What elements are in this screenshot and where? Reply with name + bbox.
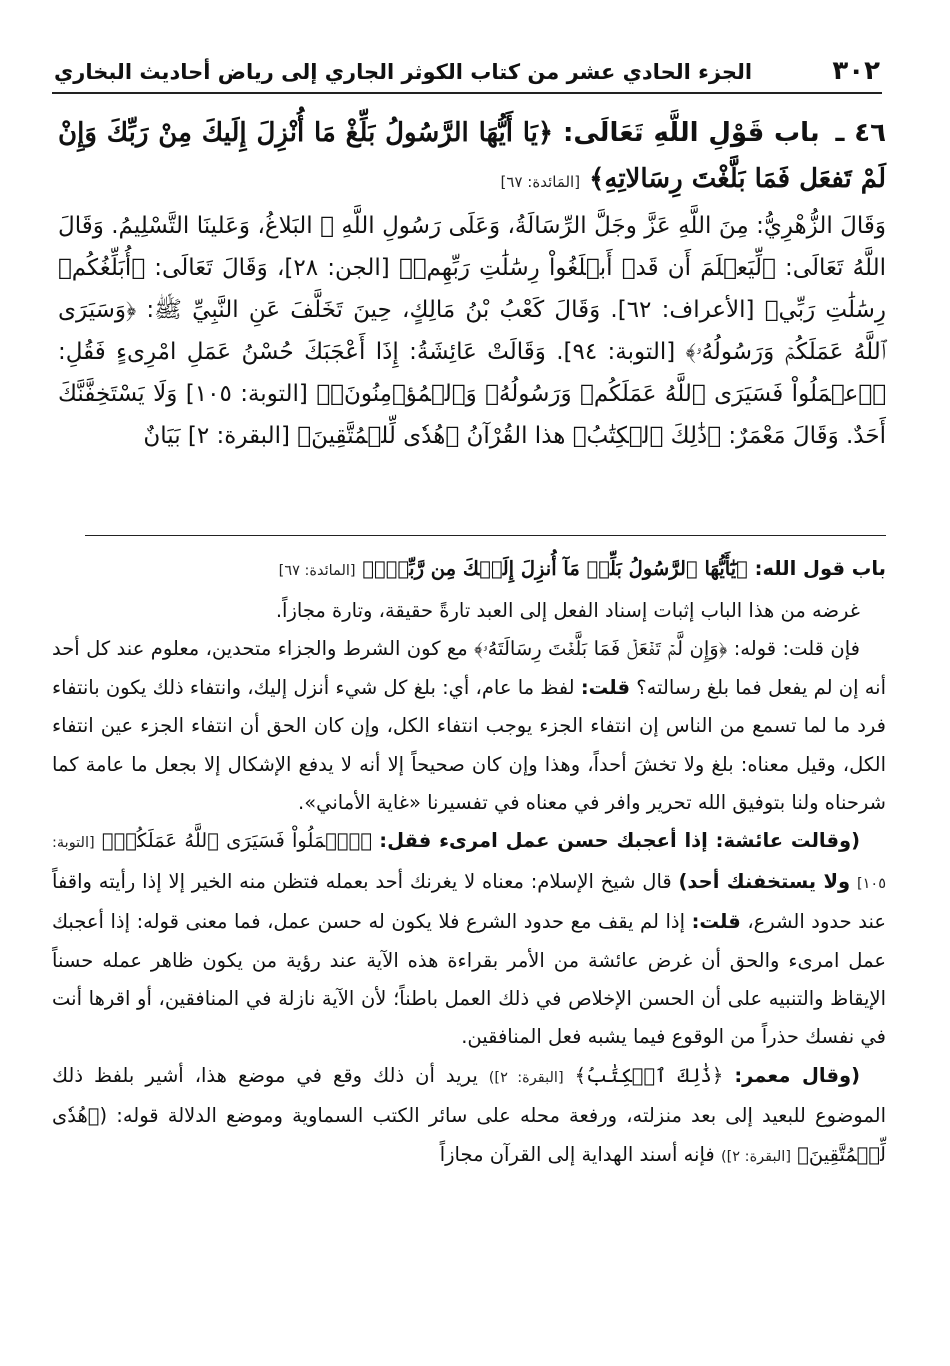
commentary-paragraph-2 xyxy=(52,630,886,822)
p3-verse: ﴿ٱعۡمَلُواْ فَسَيَرَى ٱللَّهُ عَمَلَكُمۡ﴾ xyxy=(101,829,373,853)
commentary-heading-ref: [المائدة: ٦٧] xyxy=(278,563,356,579)
chapter-verse: ﴿يَا أَيُّهَا الرَّسُولُ بَلِّغْ مَا أُنْزِلَ إِلَيكَ مِنْ رَبِّكَ وَإِنْ لَمْ تَفعَل فَمَا بَلَّغْتَ رِسَالاتِهِ﴾ xyxy=(58,118,886,194)
p3-end: إذا لم يقف مع حدود الشرع فلا يكون له حسن عمل، فما معنى قوله: إذا أعجبك عمل امرىء والحق أن غرض عائشة من الأمر بقراءة هذه الآية عند رؤية من يكون ظاهر عمله حسناً الإيقاظ والتنبيه على أن الحسن الإخلاص في ذلك العمل باطناً؛ لأن الآية نازلة في المنافقين، أو اقرها أنت في نفسك حذراً من الوقوع فيما يشبه فعل المنافقين. xyxy=(52,910,886,1049)
p2-start: فإن قلت: قوله: xyxy=(733,637,860,661)
chapter-verse-ref: [المَائدة: ٦٧] xyxy=(500,173,581,191)
p2-verse: ﴿وَإِن لَّمۡ تَفۡعَلۡ فَمَا بَلَّغۡتَ رِسَالَتَهُۥ﴾ xyxy=(474,637,728,661)
page-number: ٣٠٢ xyxy=(832,56,880,86)
chapter-heading xyxy=(58,110,886,205)
p4-ref2: [البقرة: ٢]) xyxy=(720,1148,791,1165)
p4-end: فإنه أسند الهداية إلى القرآن مجازاً xyxy=(439,1142,715,1166)
p4-ref: [البقرة: ٢]) xyxy=(488,1069,564,1086)
commentary-heading-verse: ﴿يَٰٓأَيُّهَا ٱلرَّسُولُ بَلِّغۡ مَآ أُنزِلَ إِلَيۡكَ مِن رَّبِّكَۖ﴾ xyxy=(362,557,748,580)
p3-mid: قال شيخ الإسلام: معناه لا يغرنك أحد بعمله فتظن منه الخير إلا إذا رأيته واقفاً عند حدود الشرع، xyxy=(52,869,886,934)
matn-text: وَقَالَ الزُّهْرِيُّ: مِنَ اللَّهِ عَزَّ وجَلَّ الرِّسَالَةُ، وَعَلَى رَسُولِ اللَّهِ ﷺ البَلاغُ، وَعَلينَا التَّسْلِيمُ. وَقَالَ اللَّهُ تَعَالَى: ﴿لِّيَعۡلَمَ أَن قَدۡ أَبۡلَغُواْ رِسَٰلَٰتِ رَبِّهِمۡ﴾ [الجن: ٢٨]، وَقَالَ تَعَالَى: ﴿أُبَلِّغُكُمۡ رِسَٰلَٰتِ رَبِّي﴾ [الأعراف: ٦٢]. وَقَالَ كَعْبُ بْنُ مَالِكٍ، حِينَ تَخَلَّفَ عَنِ النَّبِيِّ ﷺ: ﴿وَسَيَرَى ٱللَّهُ عَمَلَكُمۡ وَرَسُولُهُۥ﴾ [التوبة: ٩٤]. وَقَالَتْ عَائِشَةُ: إِذَا أَعْجَبَكَ حُسْنُ عَمَلِ امْرِىءٍ فَقُلِ: ﴿ٱعۡمَلُواْ فَسَيَرَى ٱللَّهُ عَمَلَكُمۡ وَرَسُولُهُۥ وَٱلۡمُؤۡمِنُونَۖ﴾ [التوبة: ١٠٥] وَلَا يَسْتَخِفَّنَّكَ أَحَدٌ. وَقَالَ مَعْمَرٌ: ﴿ذَٰلِكَ ٱلۡكِتَٰبُ﴾ هذا القُرْآنُ ﴿هُدٗى لِّلۡمُتَّقِينَ﴾ [البقرة: ٢] بَيَانٌ xyxy=(58,213,887,449)
p2-mid: مع كون الشرط والجزاء متحدين، معلوم عند كل أحد أنه إن لم يفعل فما بلغ رسالته؟ xyxy=(52,637,886,699)
p4-verse2: ﴿هُدٗى لِّلۡمُتَّقِينَ﴾ xyxy=(52,1104,886,1166)
hadith-section xyxy=(58,110,886,457)
commentary-section xyxy=(52,548,886,1176)
p3-bold2: ولا يستخفنك أحد) xyxy=(678,869,851,893)
p4-mid: يريد أن ذلك وقع في موضع هذا، أشير بلفظ ذلك الموضوع للبعيد إلى بعد منزلته، ورفعة محله على سائر الكتب السماوية وموضع الدلالة قوله: ( xyxy=(52,1063,886,1128)
footnote-separator xyxy=(85,535,886,536)
p4-bold: (وقال معمر: xyxy=(734,1063,861,1087)
p2-end: لفظ ما عام، أي: بلغ كل شيء أنزل إليك، وانتفاء ذلك يكون بانتفاء فرد ما لما تسمع من الناس إن انتفاء الجزء يوجب انتفاء الكل، وإن كان الحق أن انتفاء الجزء عين انتفاء الكل، وقيل معناه: بلغ ولا تخشَ أحداً، وهذا وإن كان صحيحاً إلا أنه لا يدفع الإشكال إلا بجعل ما عامة كما شرحناه ولنا بتوفيق الله تحرير وافر في معناه في تفسيرنا «غاية الأماني». xyxy=(52,675,886,815)
p3-qult: قلت: xyxy=(691,910,741,934)
commentary-heading-label: باب قول الله: xyxy=(754,557,886,580)
chapter-number: ٤٦ ـ xyxy=(835,118,886,148)
commentary-heading xyxy=(52,548,886,592)
p3-bold: (وقالت عائشة: إذا أعجبك حسن عمل امرىء فقل: xyxy=(379,829,861,853)
chapter-title: باب قَوْلِ اللَّهِ تَعَالَى: xyxy=(562,118,820,148)
commentary-paragraph-1: غرضه من هذا الباب إثبات إسناد الفعل إلى العبد تارةً حقيقة، وتارة مجازاً. xyxy=(275,599,860,622)
page-header xyxy=(52,52,882,94)
commentary-paragraph-3 xyxy=(52,822,886,1056)
commentary-paragraph-4 xyxy=(52,1057,886,1176)
p4-verse: ﴿ذَٰلِكَ ٱلۡكِتَٰبُ﴾ xyxy=(574,1063,724,1087)
running-title: الجزء الحادي عشر من كتاب الكوثر الجاري إلى رياض أحاديث البخاري xyxy=(54,60,753,84)
p2-qult: قلت: xyxy=(580,675,630,699)
p3-ref: [التوبة: ١٠٥] xyxy=(52,835,886,892)
